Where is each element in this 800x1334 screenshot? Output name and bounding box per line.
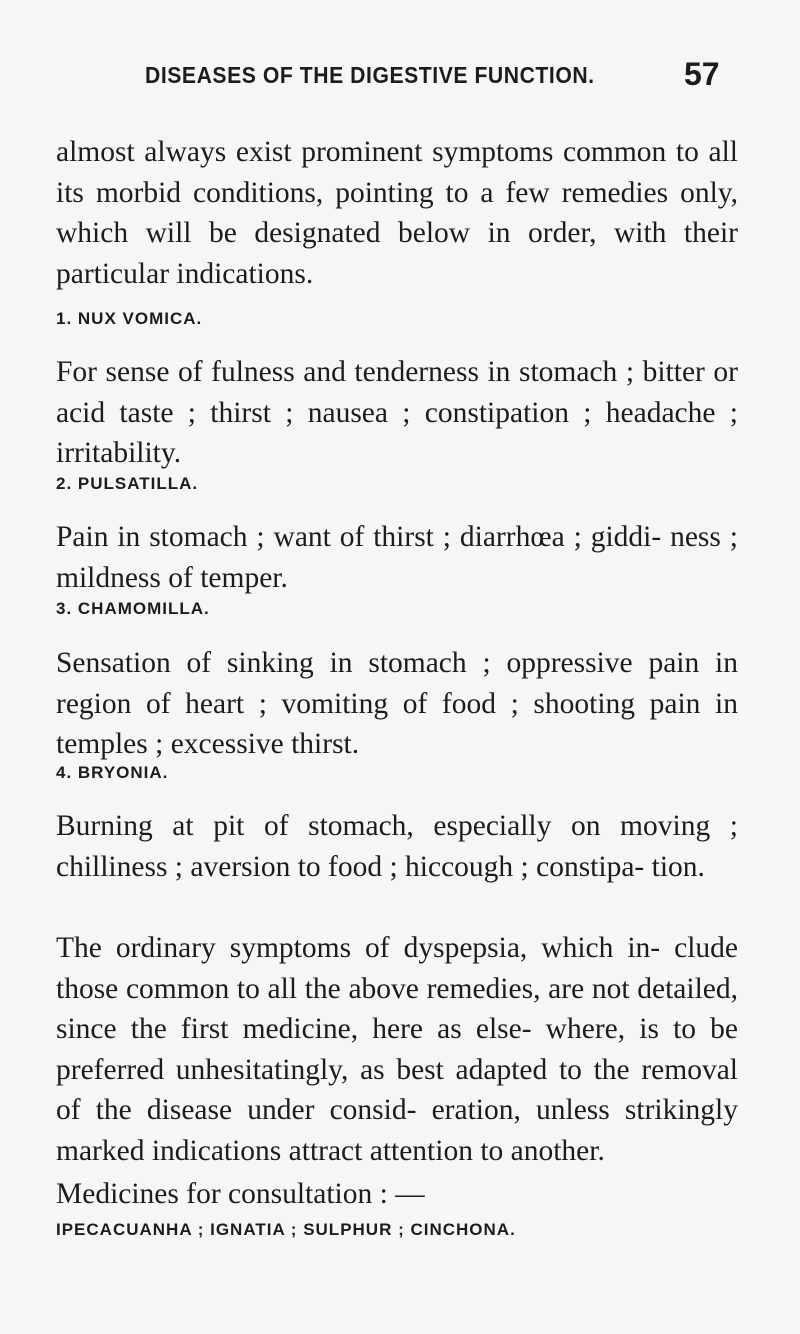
consultation-medicine-list: IPECACUANHA ; IGNATIA ; SULPHUR ; CINCHONA. [56, 1220, 516, 1239]
remedy-heading-bryonia: 4. BRYONIA. [56, 763, 169, 782]
remedy-description-chamomilla: Sensation of sinking in stomach ; oppressive pain in region of heart ; vomiting of food ; shooting pain in temples ; excessive thirst. [56, 647, 738, 760]
remedy-description-pulsatilla: Pain in stomach ; want of thirst ; diarrhœa ; giddi- ness ; mildness of temper. [56, 521, 738, 594]
remedy-description-bryonia: Burning at pit of stomach, especially on moving ; chilliness ; aversion to food ; hiccough ; constipa- tion. [56, 810, 738, 883]
running-head: DISEASES OF THE DIGESTIVE FUNCTION. [145, 62, 595, 88]
remedy-heading-pulsatilla: 2. PULSATILLA. [56, 474, 199, 493]
remedy-description-nux-vomica: For sense of fulness and tenderness in stomach ; bitter or acid taste ; thirst ; nausea ; constipation ; headache ; irritability. [56, 356, 738, 469]
intro-paragraph: almost always exist prominent symptoms common to all its morbid conditions, pointing to a few remedies only, which will be designated below in order, with their particular indications. [56, 136, 738, 290]
page-header [0, 56, 800, 102]
page-number: 57 [684, 56, 720, 92]
remedy-heading-nux-vomica: 1. NUX VOMICA. [56, 309, 203, 328]
remedy-heading-chamomilla: 3. CHAMOMILLA. [56, 599, 210, 618]
closing-paragraph: The ordinary symptoms of dyspepsia, which in- clude those common to all the above remedies, are not detailed, since the first medicine, here as else- where, is to be preferred unhesitatingly, as best adapted to the removal of the disease under consid- eration, unless strikingly marked indications attract attention to another. [56, 932, 738, 1167]
consultation-label: Medicines for consultation : — [56, 1178, 425, 1210]
